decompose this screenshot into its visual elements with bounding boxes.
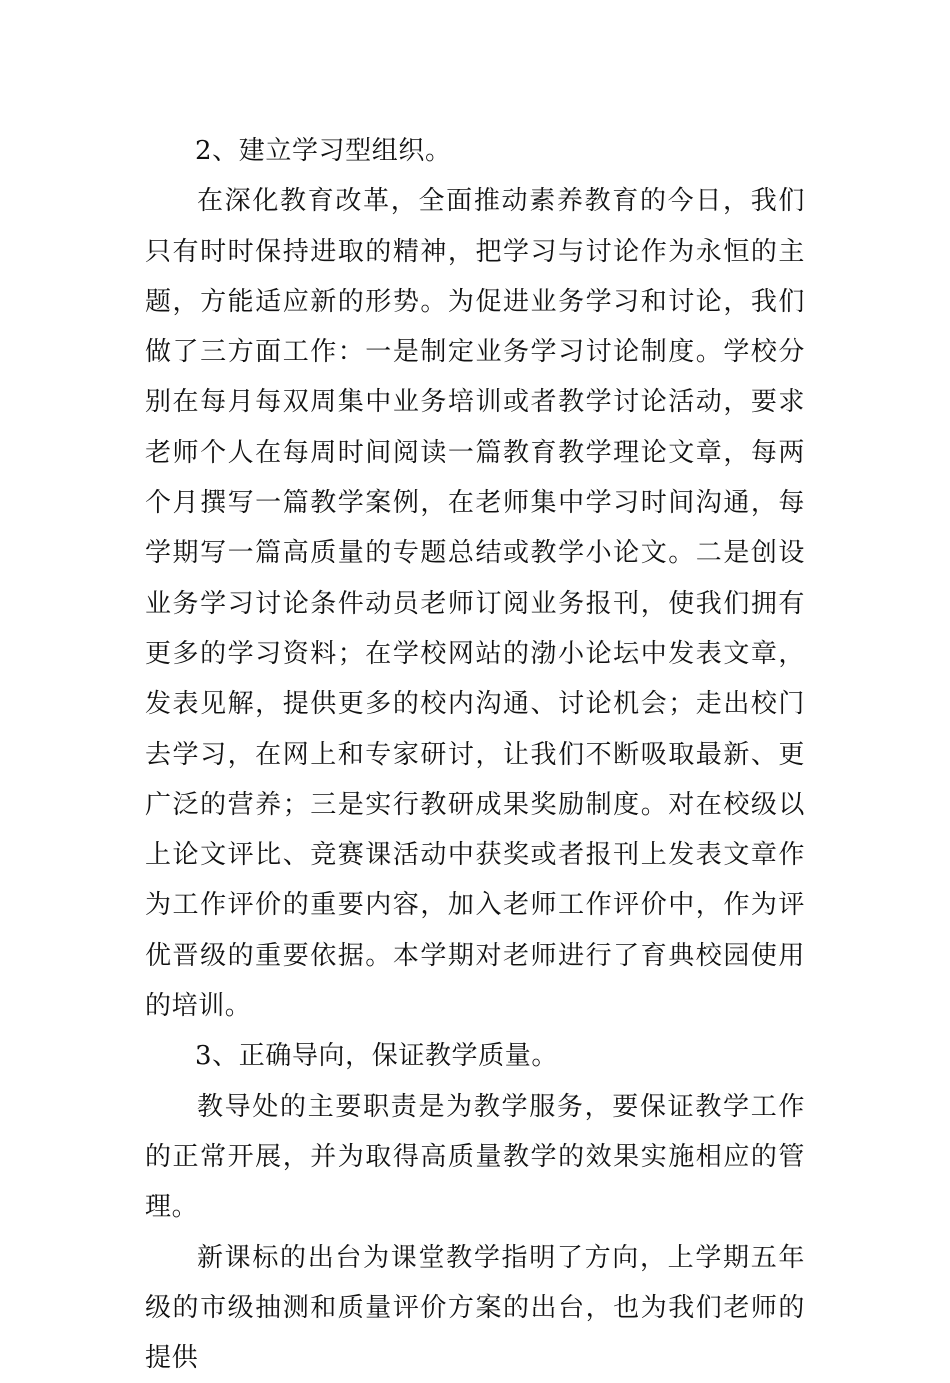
- section-heading-2: 2、建立学习型组织。: [195, 136, 452, 166]
- paragraph-teaching-office-duty: 教导处的主要职责是为教学服务，要保证教学工作的正常开展，并为取得高质量教学的效果实施相应的管理。: [145, 1091, 805, 1223]
- section-heading-3: 3、正确导向，保证教学质量。: [195, 1041, 558, 1072]
- document-body: [145, 126, 805, 1383]
- paragraph-new-curriculum: 新课标的出台为课堂教学指明了方向，上学期五年级的市级抽测和质量评价方案的出台，也为我们老师的提供: [145, 1242, 805, 1374]
- paragraph-learning-organization: 在深化教育改革，全面推动素养教育的今日，我们只有时时保持进取的精神，把学习与讨论作为永恒的主题，方能适应新的形势。为促进业务学习和讨论，我们做了三方面工作：一是制定业务学习讨论制度。学校分别在每月每双周集中业务培训或者教学讨论活动，要求老师个人在每周时间阅读一篇教育教学理论文章，每两个月撰写一篇教学案例，在老师集中学习时间沟通，每学期写一篇高质量的专题总结或教学小论文。二是创设业务学习讨论条件动员老师订阅业务报刊，使我们拥有更多的学习资料；在学校网站的渤小论坛中发表文章，发表见解，提供更多的校内沟通、讨论机会；走出校门去学习，在网上和专家研讨，让我们不断吸取最新、更广泛的营养；三是实行教研成果奖励制度。对在校级以上论文评比、竞赛课活动中获奖或者报刊上发表文章作为工作评价的重要内容，加入老师工作评价中，作为评优晋级的重要依据。本学期对老师进行了育典校园使用的培训。: [145, 186, 805, 1022]
